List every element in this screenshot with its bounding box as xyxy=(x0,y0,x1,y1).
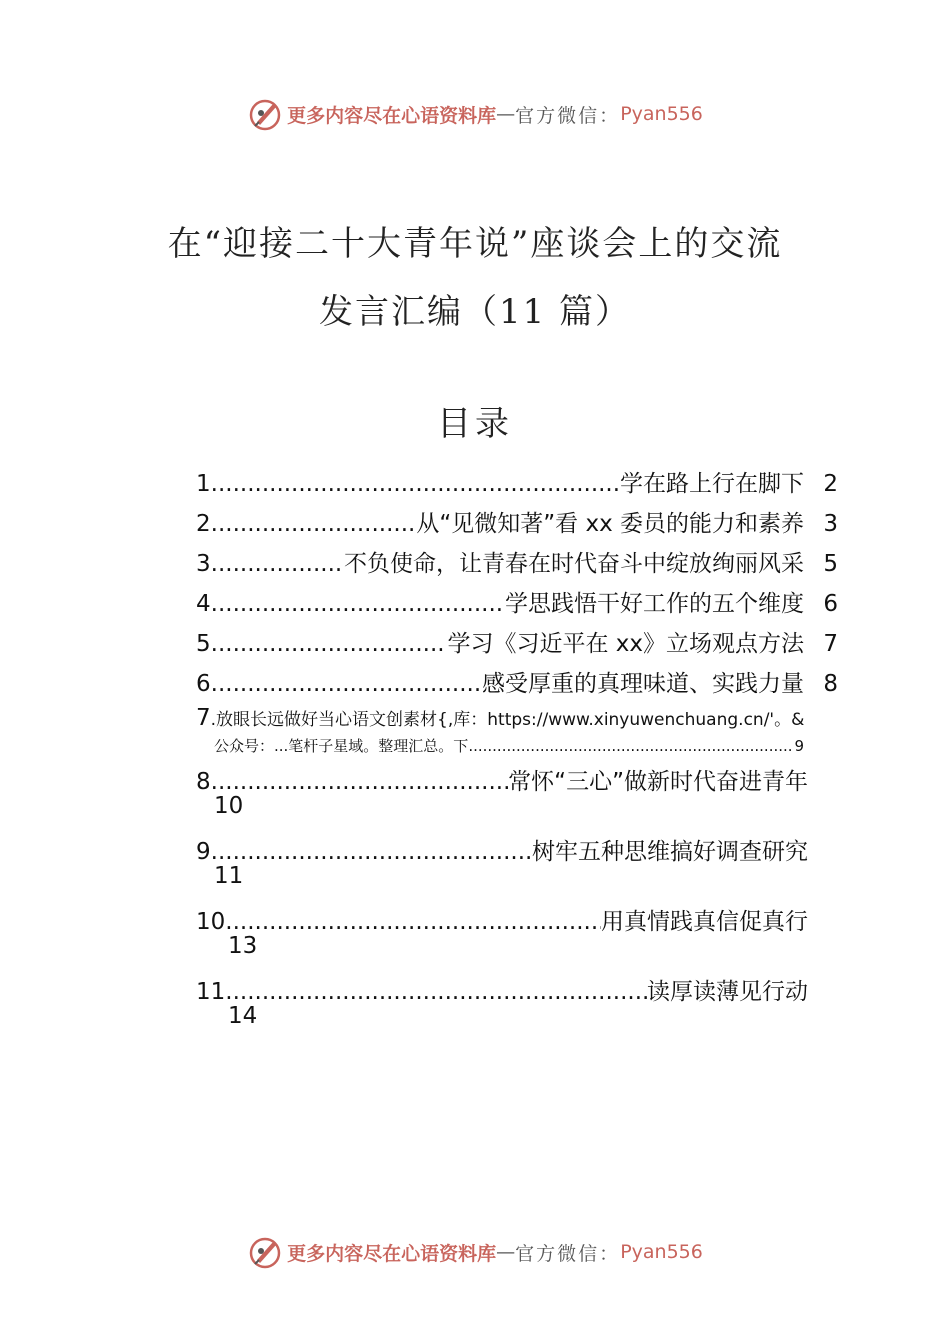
toc-entry[interactable] xyxy=(196,465,838,505)
toc-entry-page: 11 xyxy=(214,863,244,889)
toc-entry-title: .放眼长远做好当心语文创素材{,库：https://www.xinyuwenchuang.cn/'。& xyxy=(210,710,805,730)
toc-entry[interactable] xyxy=(196,665,838,705)
toc-entry-page: 8 xyxy=(823,671,838,697)
toc-entry-page: 5 xyxy=(823,551,838,577)
document-title-line1: 在“迎接二十大青年说”座谈会上的交流 xyxy=(167,224,783,264)
toc-leader-dots xyxy=(211,671,482,697)
toc-entry-page: 9 xyxy=(794,737,804,755)
toc-entry-number: 7 xyxy=(196,705,211,731)
toc-entry-number: 3 xyxy=(196,551,211,577)
logo-icon xyxy=(247,96,283,132)
toc-entry-page: 7 xyxy=(823,631,838,657)
toc-entry-page: 14 xyxy=(228,1003,258,1029)
toc-entry-page: 2 xyxy=(823,471,838,497)
toc-entry-title: 不负使命，让青春在时代奋斗中绽放绚丽风采 xyxy=(344,551,804,577)
toc-entry-title: 学思践悟干好工作的五个维度 xyxy=(505,591,804,617)
logo-icon xyxy=(247,1234,283,1270)
toc-entry-title: 从“见微知著”看 xx 委员的能力和素养 xyxy=(416,511,804,537)
toc-entry-page: 13 xyxy=(228,933,258,959)
toc-entry-number: 6 xyxy=(196,671,211,697)
toc-leader-dots xyxy=(211,839,532,865)
toc-entry-title: 学习《习近平在 xx》立场观点方法 xyxy=(447,631,804,657)
toc-entry[interactable] xyxy=(196,973,808,1029)
banner-text: 更多内容尽在心语资料库 xyxy=(287,1242,497,1265)
toc-entry-title-continued: 公众号：...笔杆子星域。整理汇总。下 xyxy=(214,737,469,755)
toc-entry-title: 树牢五种思维搞好调查研究 xyxy=(532,839,808,865)
toc-entry-number: 4 xyxy=(196,591,211,617)
banner-wechat-id: Pyan556 xyxy=(620,103,703,125)
banner-separator: — xyxy=(496,1241,516,1263)
banner-separator: — xyxy=(496,103,516,125)
toc-entry[interactable] xyxy=(196,705,836,756)
toc-leader-dots xyxy=(211,471,620,497)
toc-leader-dots xyxy=(211,591,505,617)
toc-entry[interactable] xyxy=(196,763,808,819)
toc-entry-number: 9 xyxy=(196,839,211,865)
document-title-line2: 发言汇编（11 篇） xyxy=(318,292,632,332)
toc-leader-dots xyxy=(225,909,601,935)
banner-wechat-label: 官方微信： xyxy=(515,104,621,127)
toc-leader-dots xyxy=(468,737,794,755)
header-watermark xyxy=(0,94,950,134)
toc-entry-title: 读厚读薄见行动 xyxy=(647,979,808,1005)
toc-entry-number: 1 xyxy=(196,471,211,497)
toc-leader-dots xyxy=(211,551,344,577)
toc-leader-dots xyxy=(211,769,509,795)
toc-entry[interactable] xyxy=(196,545,838,585)
toc-entry[interactable] xyxy=(196,505,838,545)
toc-entry-title: 学在路上行在脚下 xyxy=(620,471,804,497)
toc-entry-number: 2 xyxy=(196,511,211,537)
toc-entry[interactable] xyxy=(196,903,808,959)
toc-entry[interactable] xyxy=(196,585,838,625)
toc-entry-page: 10 xyxy=(214,793,244,819)
toc-leader-dots xyxy=(225,979,647,1005)
banner-text: 更多内容尽在心语资料库 xyxy=(287,104,497,127)
banner-wechat-label: 官方微信： xyxy=(515,1242,621,1265)
toc-entry-page: 6 xyxy=(823,591,838,617)
toc-entry-number: 5 xyxy=(196,631,211,657)
toc-entry-number: 10 xyxy=(196,909,226,935)
toc-heading: 目录 xyxy=(437,404,513,444)
toc-entry-title: 常怀“三心”做新时代奋进青年 xyxy=(508,769,808,795)
toc-entry-title: 用真情践真信促真行 xyxy=(601,909,808,935)
toc-entry[interactable] xyxy=(196,625,838,665)
toc-entry-page: 3 xyxy=(823,511,838,537)
banner-wechat-id: Pyan556 xyxy=(620,1241,703,1263)
toc-entry-number: 11 xyxy=(196,979,226,1005)
toc-entry[interactable] xyxy=(196,833,808,889)
toc-leader-dots xyxy=(211,511,417,537)
toc-entry-number: 8 xyxy=(196,769,211,795)
footer-watermark xyxy=(0,1232,950,1272)
toc-leader-dots xyxy=(211,631,448,657)
toc-entry-title: 感受厚重的真理味道、实践力量 xyxy=(482,671,804,697)
